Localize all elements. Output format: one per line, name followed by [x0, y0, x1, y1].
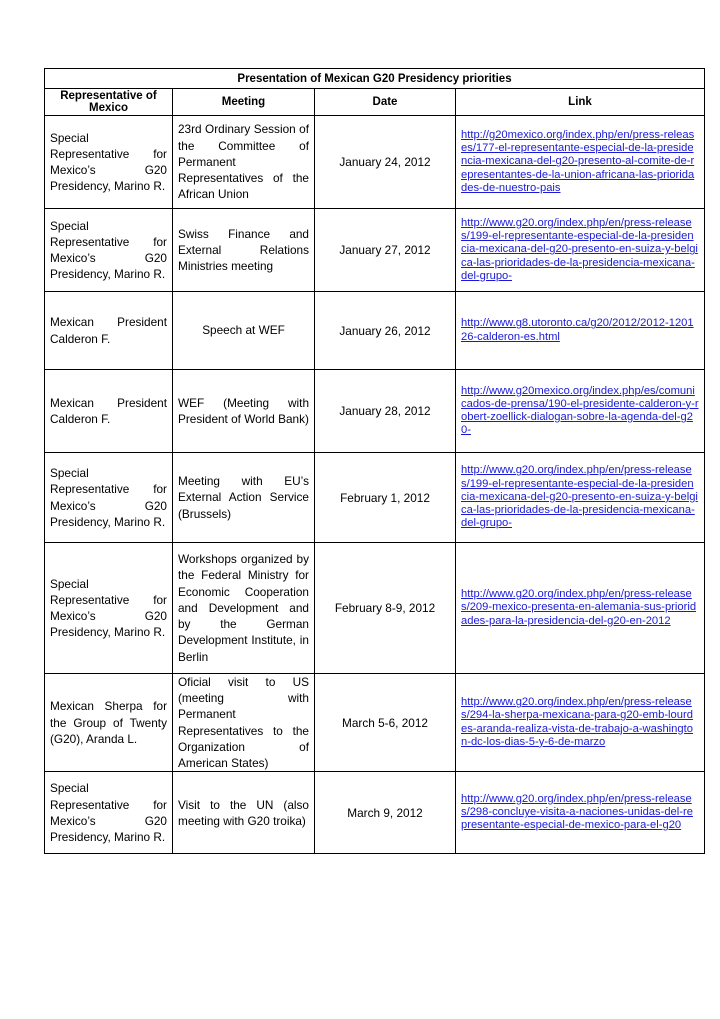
- table-row: [45, 370, 705, 453]
- link-cell[interactable]: http://g20mexico.org/index.php/en/press-releases/177-el-representante-especial-de-la-presidencia-mexicana-del-g20-presento-al-comite-de-representantes-de-la-union-africana-las-prioridades-de-nuestro-pais: [456, 116, 705, 209]
- table-row: [45, 209, 705, 292]
- representative-cell: Special Representative for Mexico’s G20 Presidency, Marino R.: [45, 116, 173, 209]
- header-link: Link: [456, 89, 705, 116]
- date-cell: January 26, 2012: [315, 292, 456, 370]
- table-row: [45, 116, 705, 209]
- table-row: [45, 292, 705, 370]
- link-cell[interactable]: http://www.g8.utoronto.ca/g20/2012/2012-120126-calderon-es.html: [456, 292, 705, 370]
- header-date: Date: [315, 89, 456, 116]
- meeting-cell: Swiss Finance and External Relations Ministries meeting: [173, 209, 315, 292]
- representative-cell: Mexican President Calderon F.: [45, 292, 173, 370]
- date-cell: January 27, 2012: [315, 209, 456, 292]
- representative-cell: Mexican President Calderon F.: [45, 370, 173, 453]
- table-header-row: [45, 89, 705, 116]
- priorities-table: [44, 68, 705, 854]
- table-row: [45, 674, 705, 772]
- link-cell[interactable]: http://www.g20.org/index.php/en/press-releases/199-el-representante-especial-de-la-presidencia-mexicana-del-g20-presento-en-suiza-y-belgica-las-prioridades-de-la-presidencia-mexicana-del-grupo-: [456, 209, 705, 292]
- meeting-cell: 23rd Ordinary Session of the Committee of Permanent Representatives of the African Union: [173, 116, 315, 209]
- link-cell[interactable]: http://www.g20.org/index.php/en/press-releases/298-concluye-visita-a-naciones-unidas-del-representante-especial-de-mexico-para-el-g20: [456, 772, 705, 854]
- date-cell: March 9, 2012: [315, 772, 456, 854]
- table-title-row: [45, 69, 705, 89]
- meeting-cell: Meeting with EU’s External Action Service (Brussels): [173, 453, 315, 543]
- meeting-cell: Speech at WEF: [173, 292, 315, 370]
- representative-cell: Special Representative for Mexico’s G20 Presidency, Marino R.: [45, 453, 173, 543]
- representative-cell: Special Representative for Mexico’s G20 Presidency, Marino R.: [45, 772, 173, 854]
- link-cell[interactable]: http://www.g20.org/index.php/en/press-releases/294-la-sherpa-mexicana-para-g20-emb-lourdes-aranda-realiza-vista-de-trabajo-a-washington-dc-los-dias-5-y-6-de-marzo: [456, 674, 705, 772]
- date-cell: January 28, 2012: [315, 370, 456, 453]
- header-representative: Representative of Mexico: [45, 89, 173, 116]
- link-cell[interactable]: http://www.g20mexico.org/index.php/es/comunicados-de-prensa/190-el-presidente-calderon-y-robert-zoellick-dialogan-sobre-la-agenda-del-g20-: [456, 370, 705, 453]
- table-title: Presentation of Mexican G20 Presidency priorities: [45, 69, 705, 89]
- meeting-cell: Oficial visit to US (meeting with Permanent Representatives to the Organization of American States): [173, 674, 315, 772]
- date-cell: February 8-9, 2012: [315, 543, 456, 674]
- table-row: [45, 772, 705, 854]
- header-meeting: Meeting: [173, 89, 315, 116]
- meeting-cell: Workshops organized by the Federal Ministry for Economic Cooperation and Development and by the German Development Institute, in Berlin: [173, 543, 315, 674]
- link-cell[interactable]: http://www.g20.org/index.php/en/press-releases/209-mexico-presenta-en-alemania-sus-prioridades-para-la-presidencia-del-g20-en-2012: [456, 543, 705, 674]
- date-cell: January 24, 2012: [315, 116, 456, 209]
- table-row: [45, 543, 705, 674]
- date-cell: March 5-6, 2012: [315, 674, 456, 772]
- representative-cell: Special Representative for Mexico’s G20 Presidency, Marino R.: [45, 543, 173, 674]
- link-cell[interactable]: http://www.g20.org/index.php/en/press-releases/199-el-representante-especial-de-la-presidencia-mexicana-del-g20-presento-en-suiza-y-belgica-las-prioridades-de-la-presidencia-mexicana-del-grupo-: [456, 453, 705, 543]
- table-row: [45, 453, 705, 543]
- meeting-cell: WEF (Meeting with President of World Bank): [173, 370, 315, 453]
- representative-cell: Mexican Sherpa for the Group of Twenty (G20), Aranda L.: [45, 674, 173, 772]
- meeting-cell: Visit to the UN (also meeting with G20 troika): [173, 772, 315, 854]
- date-cell: February 1, 2012: [315, 453, 456, 543]
- representative-cell: Special Representative for Mexico’s G20 Presidency, Marino R.: [45, 209, 173, 292]
